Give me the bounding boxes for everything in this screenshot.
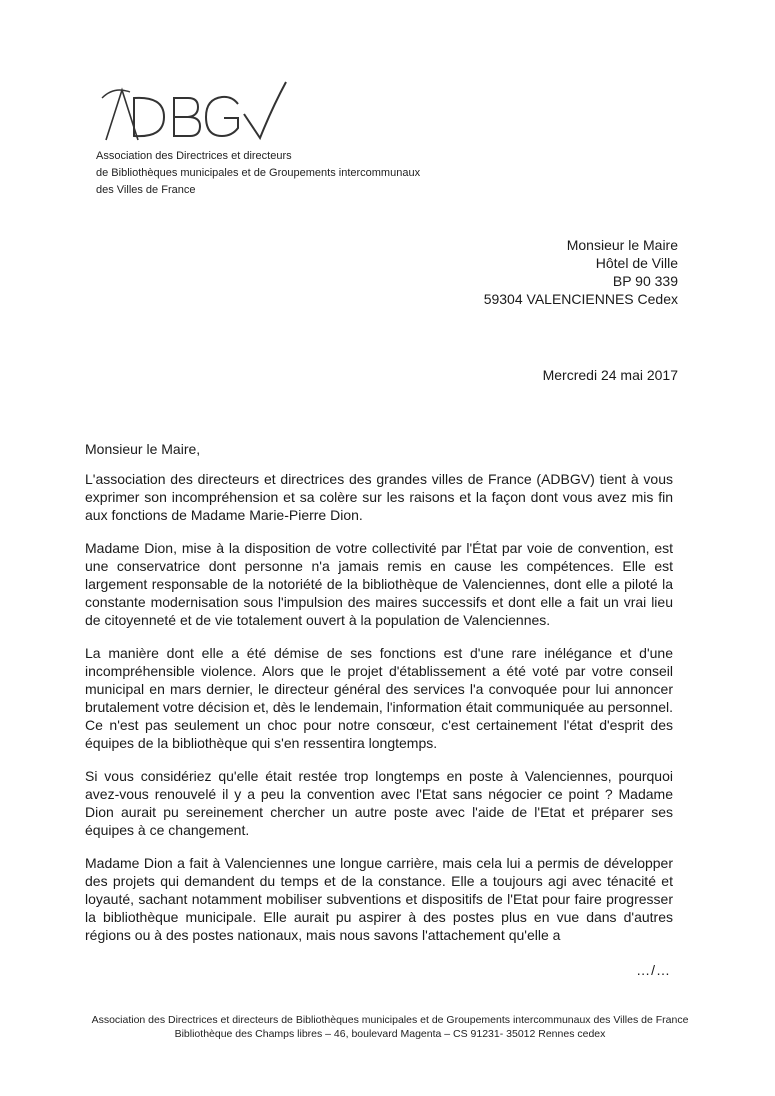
association-line: des Villes de France [96, 184, 196, 196]
paragraph: Madame Dion a fait à Valenciennes une longue carrière, mais cela lui a permis de développer des projets qui demandent du temps et de la constance. Elle a toujours agi avec ténacité et loyauté, sachant notamment mobiliser subventions et dispositifs de l'Etat pour faire progresser la bibliothèque municipale. Elle aurait pu aspirer à des postes plus en vue dans d'autres régions ou à des postes nationaux, mais nous savons l'attachement qu'elle a [85, 855, 673, 943]
footer-line: Association des Directrices et directeurs de Bibliothèques municipales et de Groupements intercommunaux des Villes de France [91, 1014, 689, 1026]
paragraph: Madame Dion, mise à la disposition de votre collectivité par l'État par voie de convention, est une conservatrice dont personne n'a jamais remis en cause les compétences. Elle est largement responsable de la notoriété de la bibliothèque de Valenciennes, dont elle a piloté la constante modernisation sous l'impulsion des maires successifs et dont elle a fait un vrai lieu de citoyenneté et de vie totalement ouvert à la population de Valenciennes. [85, 540, 673, 628]
association-name [96, 148, 456, 199]
adbgv-logo [100, 78, 290, 146]
association-line: Association des Directrices et directeurs [96, 150, 292, 162]
paragraph: La manière dont elle a été démise de ses fonctions est d'une rare inélégance et d'une incompréhensible violence. Alors que le projet d'établissement a été voté par votre conseil municipal en mars dernier, le directeur général des services l'a convoquée pour lui annoncer brutalement votre décision et, dès le lendemain, l'information était communiquée au personnel. Ce n'est pas seulement un choc pour notre consœur, c'est certainement l'état d'esprit des équipes de la bibliothèque qui s'en ressentira longtemps. [85, 645, 673, 751]
continuation-mark: …/… [636, 962, 671, 978]
adbgv-logo-graphic [100, 78, 290, 146]
recipient-line: BP 90 339 [612, 273, 678, 289]
paragraph: L'association des directeurs et directrices des grandes villes de France (ADBGV) tient à vous exprimer son incompréhension et sa colère sur les raisons et la façon dont vous avez mis fin aux fonctions de Madame Marie-Pierre Dion. [85, 471, 673, 523]
footer-line: Bibliothèque des Champs libres – 46, boulevard Magenta – CS 91231- 35012 Rennes cedex [174, 1028, 606, 1040]
recipient-address [484, 236, 678, 308]
recipient-line: 59304 VALENCIENNES Cedex [483, 291, 678, 307]
page-footer [70, 1013, 710, 1041]
recipient-line: Monsieur le Maire [566, 237, 678, 253]
letter-date: Mercredi 24 mai 2017 [542, 367, 678, 383]
letter-body [85, 440, 673, 959]
paragraph: Si vous considériez qu'elle était restée trop longtemps en poste à Valenciennes, pourquoi avez-vous renouvelé il y a peu la convention avec l'Etat sans négocier ce point ? Madame Dion aurait pu sereinement chercher un autre poste avec l'aide de l'Etat et préparer ses équipes à ce changement. [85, 768, 673, 838]
recipient-line: Hôtel de Ville [595, 255, 678, 271]
association-line: de Bibliothèques municipales et de Groupements intercommunaux [96, 167, 421, 179]
salutation: Monsieur le Maire, [85, 441, 201, 457]
